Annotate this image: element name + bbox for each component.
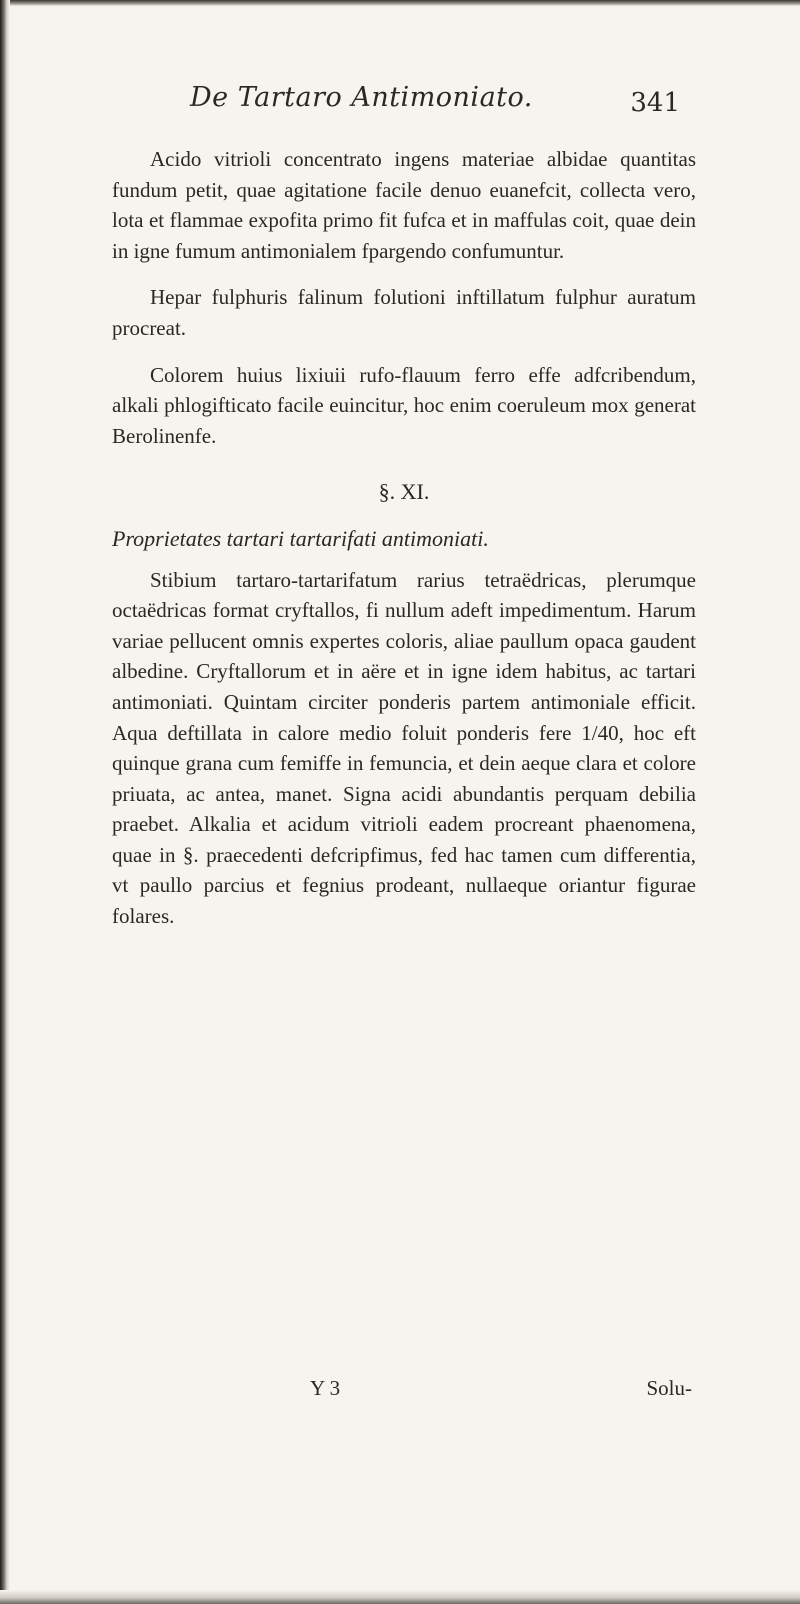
page-top-edge <box>0 0 800 6</box>
page-footer <box>112 1376 696 1406</box>
paragraph-stibium: Stibium tartaro-tartarifatum rarius tetraëdricas, plerumque octaëdricas format cryftallos, fi nullum adeft impedimentum. Harum variae pellucent omnis expertes coloris, aliae paullum opaca gaudent albedine. Cryftallorum et in aëre et in igne idem habitus, ac tartari antimoniati. Quintam circiter ponderis partem antimoniale efficit. Aqua deftillata in calore medio foluit ponderis fere 1/40, hoc eft quinque grana cum femiffe in femuncia, et dein aeque clara et colore priuata, ac antea, manet. Signa acidi abundantis perquam debilia praebet. Alkalia et acidum vitrioli eadem procreant phaenomena, quae in §. praecedenti defcripfimus, fed hac tamen cum differentia, vt paullo parcius et fegnius prodeant, nullaeque oriantur figurae folares. <box>112 567 696 929</box>
section-heading: Proprietates tartari tartarifati antimoniati. <box>112 525 489 551</box>
section-number: §. XI. <box>378 479 430 505</box>
signature-mark: Y 3 <box>310 1376 341 1400</box>
page-number: 341 <box>630 88 680 118</box>
paragraph-acido-vitrioli: Acido vitrioli concentrato ingens materiae albidae quantitas fundum petit, quae agitatione facile denuo euanefcit, collecta vero, lota et flammae expofita primo fit fufca et in maffulas coit, quae dein in igne fumum antimonialem fpargendo confumuntur. <box>112 147 696 263</box>
running-head: De Tartaro Antimoniato. <box>190 82 533 113</box>
page-binding-edge <box>0 0 10 1604</box>
page-bottom-edge <box>0 1590 800 1604</box>
paragraph-colorem-lixivii: Colorem huius lixiuii rufo-flauum ferro effe adfcribendum, alkali phlogifticato facile euincitur, hoc enim coeruleum mox generat Berolinenfe. <box>112 362 696 448</box>
paragraph-hepar-sulphuris: Hepar fulphuris falinum folutioni inftillatum fulphur auratum procreat. <box>112 285 696 340</box>
body-text <box>112 144 696 932</box>
page-header <box>120 82 680 122</box>
catchword: Solu- <box>646 1376 692 1400</box>
